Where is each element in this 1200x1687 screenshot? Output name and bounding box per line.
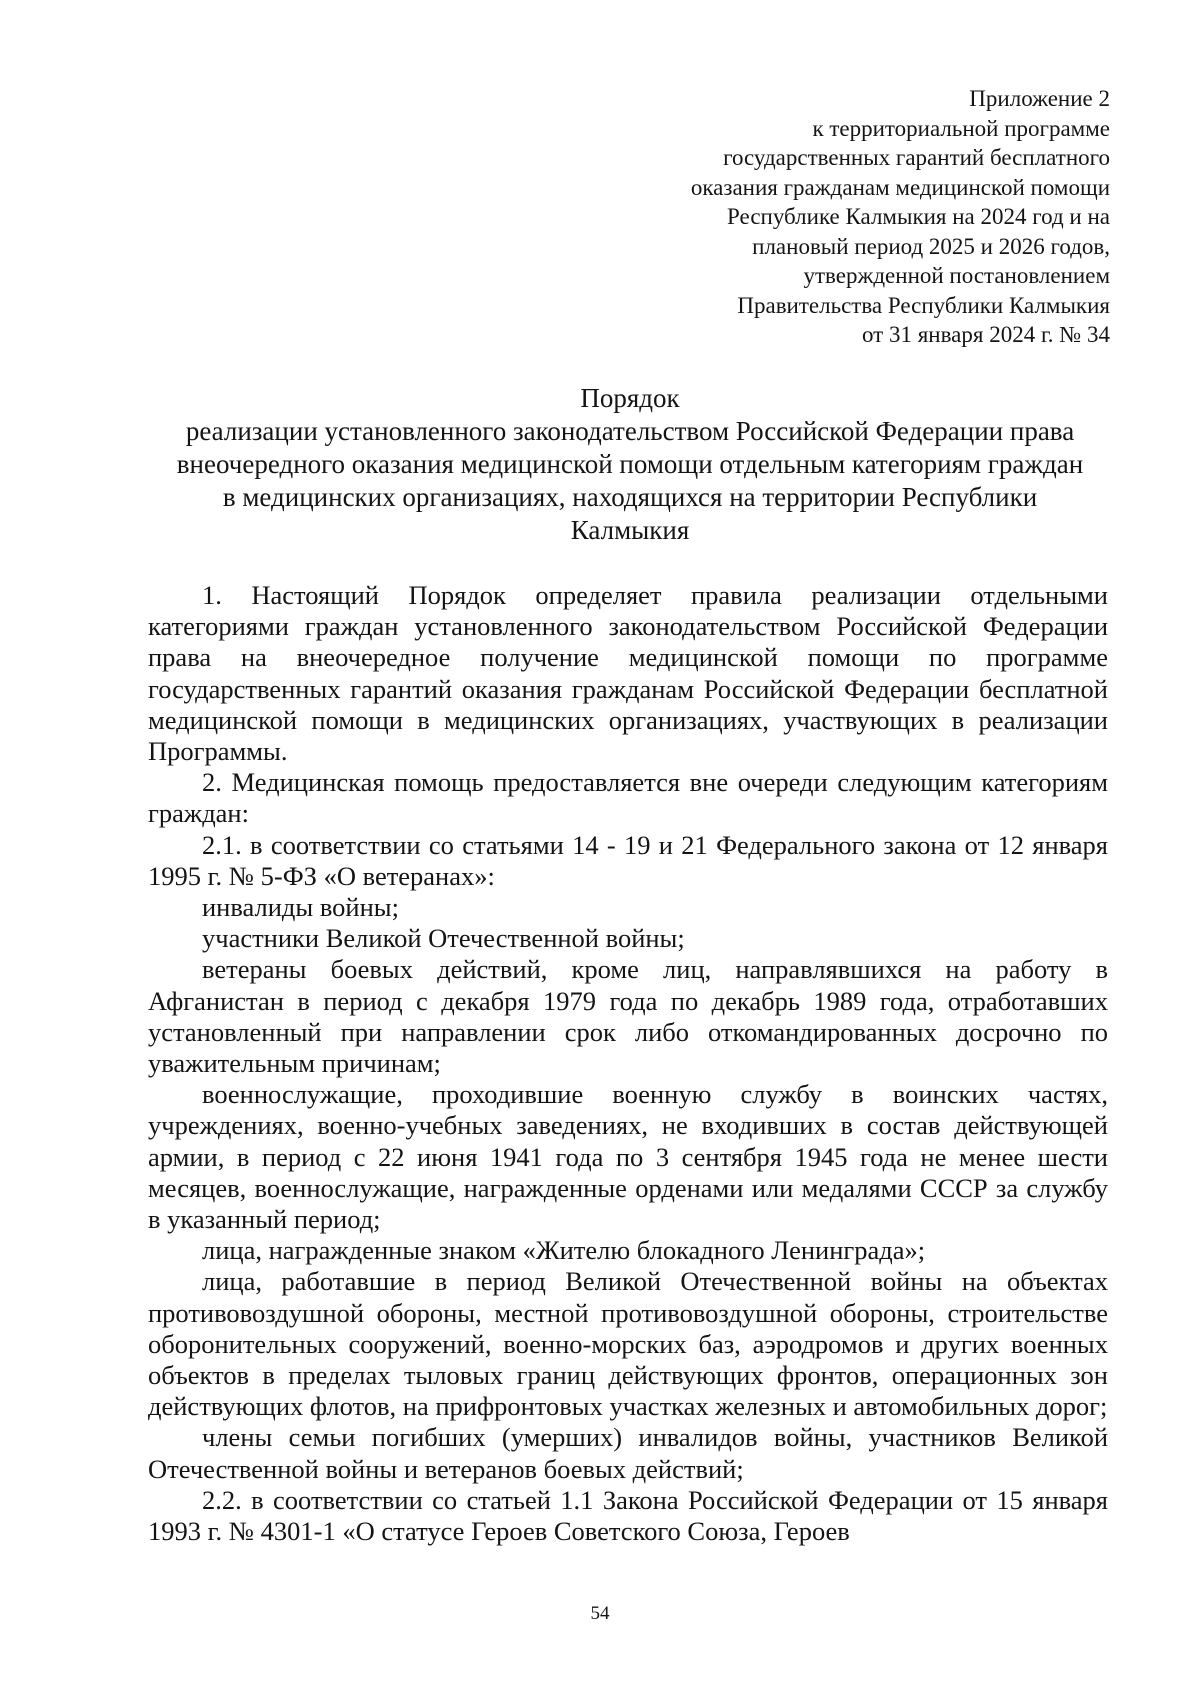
appendix-line: Приложение 2	[969, 86, 1110, 111]
paragraph: члены семьи погибших (умерших) инвалидов войны, участников Великой Отечественной войны и ветеранов боевых действий;	[148, 1422, 1108, 1484]
paragraph: 1. Настоящий Порядок определяет правила реализации отдельными категориями граждан установленного законодательством Российской Федерации права на внеочередное получение медицинской помощи по программе государственных гарантий оказания гражданам Российской Федерации бесплатной медицинской помощи в медицинских организациях, участвующих в реализации Программы.	[148, 580, 1108, 767]
title-line: внеочередного оказания медицинской помощи отдельным категориям граждан	[176, 449, 1084, 479]
title-line: в медицинских организациях, находящихся на территории Республики	[222, 482, 1038, 512]
paragraph: лица, работавшие в период Великой Отечественной войны на объектах противовоздушной обороны, местной противовоздушной обороны, строительстве оборонительных сооружений, военно-морских баз, аэродромов и других военных объектов в пределах тыловых границ действующих фронтов, операционных зон действующих флотов, на прифронтовых участках железных и автомобильных дорог;	[148, 1266, 1108, 1422]
appendix-line: Правительства Республики Калмыкия	[737, 292, 1110, 318]
appendix-line: Республике Калмыкия на 2024 год и на	[727, 204, 1110, 229]
paragraph: лица, награжденные знаком «Жителю блокадного Ленинграда»;	[202, 1235, 926, 1266]
paragraph: 2.2. в соответствии со статьей 1.1 Закона Российской Федерации от 15 января 1993 г. № 4301-1 «О статусе Героев Советского Союза, Героев	[148, 1484, 1108, 1547]
title-line: Порядок	[580, 383, 680, 413]
appendix-line: утвержденной постановлением	[803, 263, 1110, 288]
appendix-header	[590, 84, 1110, 350]
appendix-line: к территориальной программе	[812, 115, 1110, 141]
appendix-line: оказания гражданам медицинской помощи	[690, 174, 1110, 200]
paragraph: ветераны боевых действий, кроме лиц, направлявшихся на работу в Афганистан в период с декабря 1979 года по декабрь 1989 года, отработавших установленный при направлении срок либо откомандированных досрочно по уважительным причинам;	[148, 954, 1108, 1079]
document-body	[148, 580, 1108, 1547]
appendix-line: государственных гарантий бесплатного	[723, 145, 1110, 170]
document-title	[140, 382, 1120, 547]
appendix-line: плановый период 2025 и 2026 годов,	[752, 233, 1110, 259]
paragraph: 2.1. в соответствии со статьями 14 - 19 и 21 Федерального закона от 12 января 1995 г. № 5-ФЗ «О ветеранах»:	[148, 829, 1108, 891]
title-line: Калмыкия	[570, 515, 690, 545]
page-number: 54	[590, 1603, 610, 1624]
appendix-line: от 31 января 2024 г. № 34	[861, 322, 1110, 347]
paragraph: инвалиды войны;	[202, 892, 399, 923]
paragraph: участники Великой Отечественной войны;	[202, 923, 685, 954]
paragraph: 2. Медицинская помощь предоставляется вне очереди следующим категориям граждан:	[148, 767, 1108, 829]
title-line: реализации установленного законодательством Российской Федерации права	[185, 416, 1075, 446]
paragraph: военнослужащие, проходившие военную службу в воинских частях, учреждениях, военно-учебных заведениях, не входивших в состав действующей армии, в период с 22 июня 1941 года по 3 сентября 1945 года не менее шести месяцев, военнослужащие, награжденные орденами или медалями СССР за службу в указанный период;	[148, 1079, 1108, 1235]
